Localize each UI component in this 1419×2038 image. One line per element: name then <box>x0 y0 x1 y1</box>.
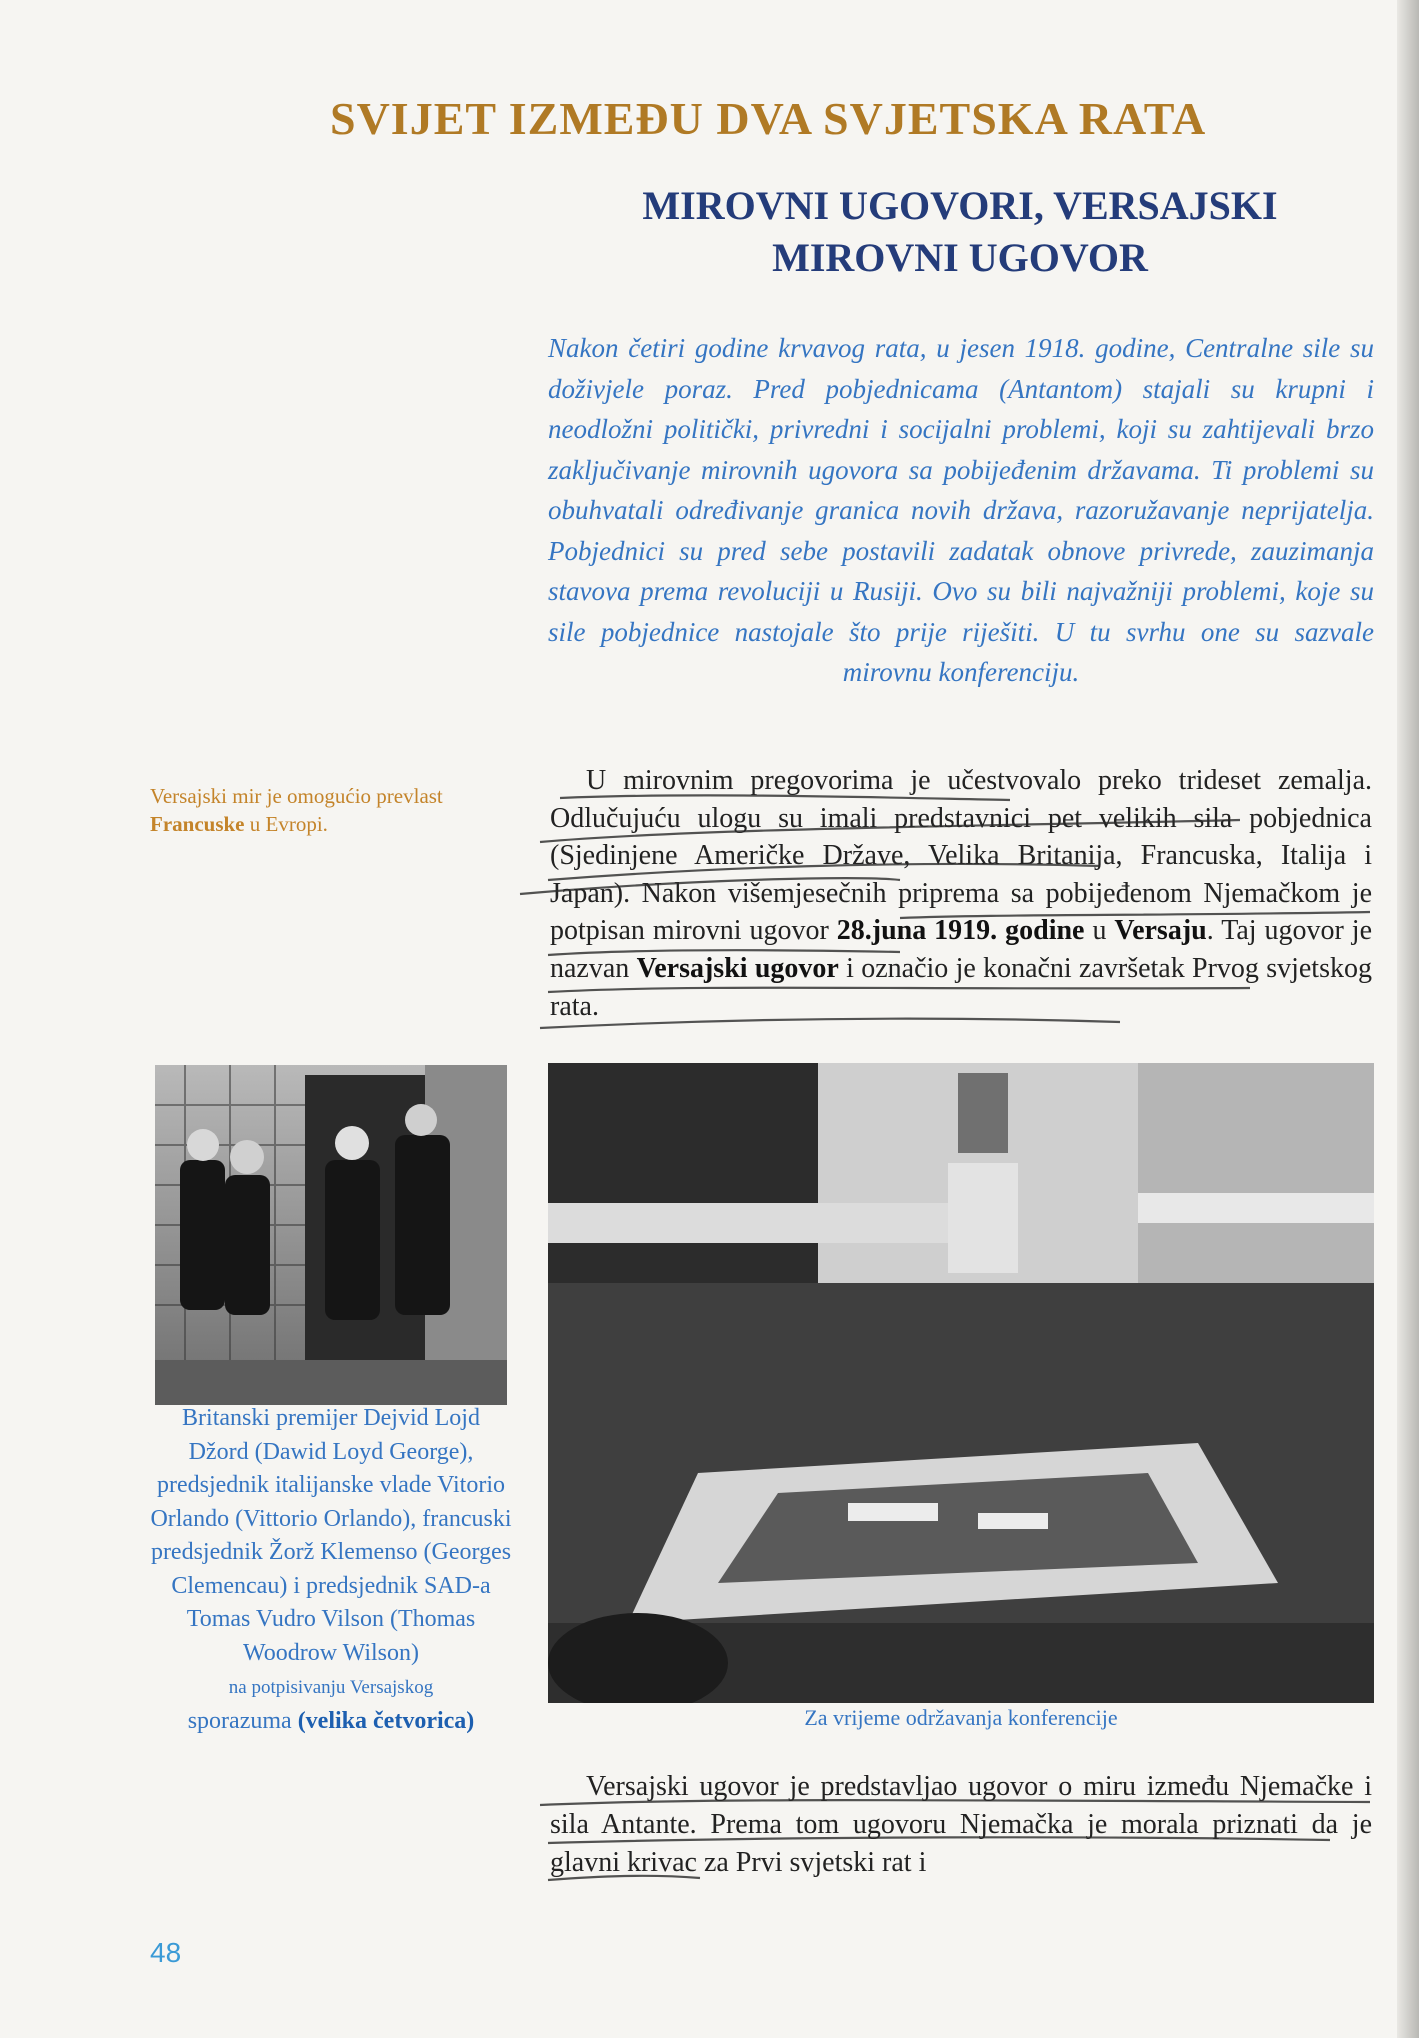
big-four-caption-bold: (velika četvorica) <box>297 1707 475 1734</box>
page-edge-shadow <box>1397 0 1419 2038</box>
big-four-photo <box>155 1065 507 1405</box>
paragraph1-place: Versaju <box>1114 915 1207 947</box>
chapter-title: SVIJET IZMEĐU DVA SVJETSKA RATA <box>330 93 1207 144</box>
big-four-caption <box>150 1402 512 1738</box>
body-paragraph-1 <box>550 762 1372 1025</box>
paragraph1-text-3: . Taj ugovor je nazvan <box>550 915 1372 984</box>
margin-note-text-2: u Evropi. <box>244 812 328 836</box>
paragraph1-treaty-name: Versajski ugovor <box>636 952 839 984</box>
conference-caption: Za vrijeme održavanja konferencije <box>804 1705 1118 1730</box>
intro-paragraph: Nakon četiri godine krvavog rata, u jesen 1918. godine, Centralne sile su doživjele poraz. Pred pobjednicama (Antantom) stajali su krupni i neodložni politički, privredni i socijalni problemi, koji su zahtijevali brzo zaključivanje mirovnih ugovora sa pobijeđenim državama. Ti problemi su obuhvatali određivanje granica novih država, razoružavanje neprijatelja. Pobjednici su pred sebe postavili zadatak obnove privrede, zauzimanja stavova prema revoluciji u Rusiji. Ovo su bili najvažniji problemi, koje su sile pobjednice nastojale što prije riješiti. U tu svrhu one su sazvale mirovnu konferenciju. <box>548 333 1374 687</box>
margin-note <box>150 782 520 838</box>
paragraph1-text-2: u <box>1084 915 1115 947</box>
paragraph1-text-4: i označio je konačni završetak Prvog svjetskog rata. <box>550 952 1372 1022</box>
big-four-photo-image <box>155 1065 507 1405</box>
paragraph1-date: 28.juna 1919. godine <box>836 915 1085 947</box>
big-four-caption-small: na potpisivanju Versajskog <box>228 1677 434 1698</box>
body-paragraph-2 <box>550 1768 1372 1882</box>
lesson-title-line-2: MIROVNI UGOVOR <box>772 235 1148 280</box>
big-four-caption-end: sporazuma <box>187 1707 298 1734</box>
conference-hall-image <box>548 1063 1374 1703</box>
margin-note-bold: Francuske <box>150 812 245 836</box>
page-number: 48 <box>150 1937 182 1968</box>
margin-note-text-1: Versajski mir je omogućio prevlast <box>150 784 443 808</box>
paragraph2-text: Versajski ugovor je predstavljao ugovor o miru između Njemačke i sila Antante. Prema tom ugovoru Njemačka je morala priznati da je glavni krivac za Prvi svjetski rat i <box>550 1771 1372 1878</box>
big-four-caption-main: Britanski premijer Dejvid Lojd Džord (Dawid Loyd George), predsjednik italijanske vlade Vitorio Orlando (Vittorio Orlando), francuski predsjednik Žorž Klemenso (Georges Clemencau) i predsjednik SAD-a Tomas Vudro Vilson (Thomas Woodrow Wilson) <box>150 1405 512 1666</box>
lesson-title-line-1: MIROVNI UGOVORI, VERSAJSKI <box>642 183 1278 228</box>
paragraph1-text-1: U mirovnim pregovorima je učestvovalo preko trideset zemalja. Odlučujuću ulogu su imali predstavnici pet velikih sila pobjednica (Sjedinjene Američke Države, Velika Britanija, Francuska, Italija i Japan). Nakon višemjesečnih priprema sa pobijeđenom Njemačkom je potpisan mirovni ugovor <box>550 765 1372 947</box>
conference-hall-photo <box>548 1063 1374 1703</box>
lesson-title <box>560 180 1360 284</box>
